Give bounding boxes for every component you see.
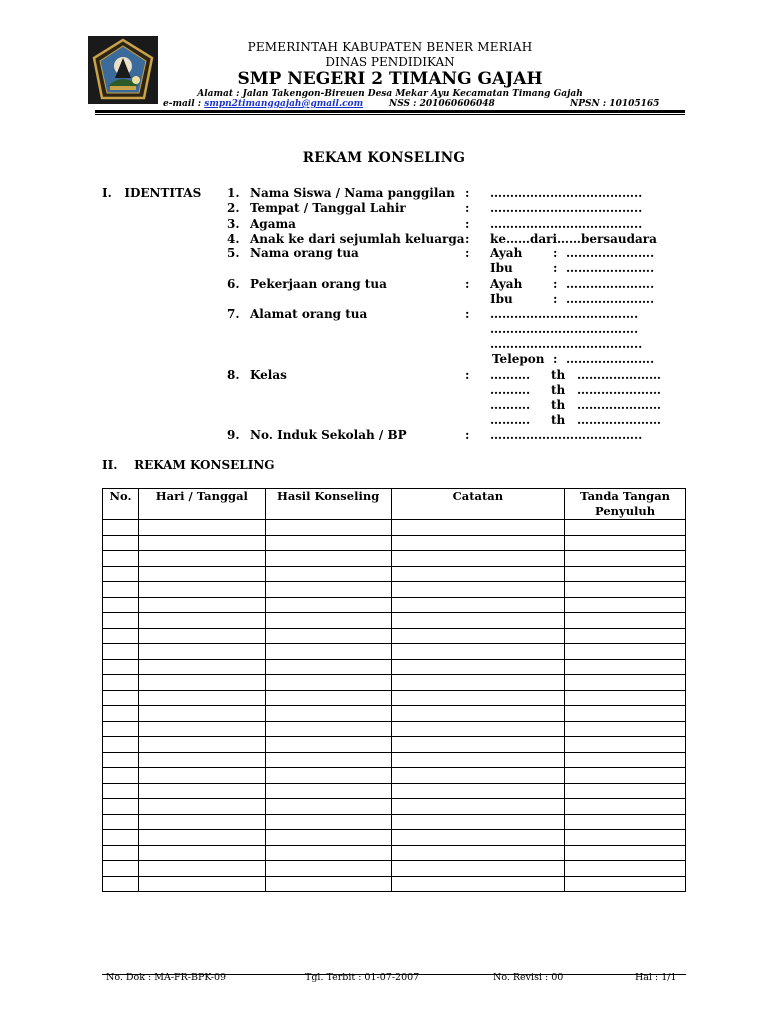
parent-colon: :	[553, 261, 558, 275]
table-cell[interactable]	[103, 597, 139, 613]
table-cell[interactable]	[391, 690, 565, 706]
table-cell[interactable]	[565, 675, 686, 691]
table-cell[interactable]	[391, 628, 565, 644]
table-cell[interactable]	[391, 845, 565, 861]
table-row	[103, 876, 686, 892]
item-number: 8.	[227, 368, 240, 382]
table-cell[interactable]	[265, 675, 391, 691]
table-cell[interactable]	[391, 644, 565, 660]
table-cell[interactable]	[138, 582, 265, 598]
school-emblem-icon	[88, 36, 158, 104]
table-row	[103, 628, 686, 644]
column-header: Hasil Konseling	[265, 489, 391, 520]
table-cell[interactable]	[565, 690, 686, 706]
table-cell[interactable]	[565, 830, 686, 846]
address-line: ……………………………….	[490, 322, 639, 336]
item-label: Nama Siswa / Nama panggilan	[250, 186, 455, 200]
counseling-record-table	[102, 488, 686, 892]
column-header: Tanda Tangan Penyuluh	[565, 489, 686, 520]
table-cell[interactable]	[138, 535, 265, 551]
table-cell[interactable]	[138, 675, 265, 691]
item-number: 1.	[227, 186, 240, 200]
item-colon: :	[465, 428, 470, 442]
table-row	[103, 551, 686, 567]
job-label: Ayah	[490, 277, 523, 291]
table-cell[interactable]	[103, 659, 139, 675]
column-header: Catatan	[391, 489, 565, 520]
header-npsn: NPSN : 10105165	[570, 99, 660, 109]
table-row	[103, 644, 686, 660]
header-government: PEMERINTAH KABUPATEN BENER MERIAH	[247, 40, 533, 54]
table-cell[interactable]	[391, 830, 565, 846]
telepon-value: ………………….	[566, 352, 655, 366]
job-value: ………………….	[566, 292, 655, 306]
table-cell[interactable]	[138, 721, 265, 737]
table-cell[interactable]	[138, 659, 265, 675]
item-number: 7.	[227, 307, 240, 321]
table-row	[103, 752, 686, 768]
table-row	[103, 721, 686, 737]
table-cell[interactable]	[265, 597, 391, 613]
table-cell[interactable]	[391, 613, 565, 629]
table-cell[interactable]	[265, 582, 391, 598]
item-colon: :	[465, 201, 470, 215]
item-value: ………………………………..	[490, 428, 643, 442]
item-value: ………………………………..	[490, 201, 643, 215]
table-cell[interactable]	[265, 814, 391, 830]
table-cell[interactable]	[391, 768, 565, 784]
table-row	[103, 799, 686, 815]
table-cell[interactable]	[391, 582, 565, 598]
table-cell[interactable]	[103, 737, 139, 753]
telepon-label: Telepon	[492, 352, 545, 366]
table-cell[interactable]	[103, 768, 139, 784]
kelas-th: th	[551, 368, 566, 382]
table-cell[interactable]	[565, 582, 686, 598]
kelas-th: th	[551, 383, 566, 397]
table-cell[interactable]	[103, 861, 139, 877]
footer-revision: No. Revisi : 00	[493, 972, 564, 983]
table-row	[103, 690, 686, 706]
table-cell[interactable]	[265, 644, 391, 660]
table-cell[interactable]	[265, 830, 391, 846]
table-cell[interactable]	[138, 613, 265, 629]
table-cell[interactable]	[391, 535, 565, 551]
table-cell[interactable]	[391, 721, 565, 737]
table-cell[interactable]	[103, 876, 139, 892]
email-label: e-mail :	[163, 99, 202, 109]
table-row	[103, 566, 686, 582]
item-colon: :	[465, 368, 470, 382]
table-cell[interactable]	[138, 520, 265, 536]
table-cell[interactable]	[103, 752, 139, 768]
table-cell[interactable]	[565, 721, 686, 737]
parent-value: ………………….	[566, 246, 655, 260]
table-cell[interactable]	[138, 752, 265, 768]
item-label: Anak ke dari sejumlah keluarga	[250, 232, 465, 246]
table-cell[interactable]	[565, 597, 686, 613]
item-value: ke……dari……bersaudara	[490, 232, 657, 246]
job-label: Ibu	[490, 292, 513, 306]
table-cell[interactable]	[391, 551, 565, 567]
table-cell[interactable]	[391, 814, 565, 830]
kelas-a: ……….	[490, 413, 531, 427]
kelas-a: ……….	[490, 398, 531, 412]
table-cell[interactable]	[265, 659, 391, 675]
table-cell[interactable]	[138, 551, 265, 567]
table-cell[interactable]	[565, 845, 686, 861]
item-colon: :	[465, 246, 470, 260]
item-label: Nama orang tua	[250, 246, 359, 260]
table-cell[interactable]	[391, 876, 565, 892]
table-cell[interactable]	[103, 799, 139, 815]
table-cell[interactable]	[138, 628, 265, 644]
table-cell[interactable]	[391, 783, 565, 799]
header-school-name: SMP NEGERI 2 TIMANG GAJAH	[237, 69, 543, 89]
table-cell[interactable]	[138, 706, 265, 722]
table-row	[103, 814, 686, 830]
table-cell[interactable]	[103, 582, 139, 598]
table-cell[interactable]	[391, 566, 565, 582]
header-rule-thick	[95, 110, 685, 113]
table-cell[interactable]	[391, 752, 565, 768]
job-colon: :	[553, 277, 558, 291]
table-cell[interactable]	[265, 535, 391, 551]
table-row	[103, 861, 686, 877]
item-label: Alamat orang tua	[250, 307, 368, 321]
table-row	[103, 783, 686, 799]
table-cell[interactable]	[265, 845, 391, 861]
table-cell[interactable]	[103, 721, 139, 737]
table-cell[interactable]	[103, 690, 139, 706]
table-cell[interactable]	[565, 535, 686, 551]
table-cell[interactable]	[103, 628, 139, 644]
item-number: 4.	[227, 232, 240, 246]
table-cell[interactable]	[103, 675, 139, 691]
table-cell[interactable]	[103, 566, 139, 582]
item-colon: :	[465, 307, 470, 321]
table-cell[interactable]	[103, 535, 139, 551]
header-nss: NSS : 201060606048	[389, 99, 495, 109]
header-email	[163, 99, 363, 109]
table-cell[interactable]	[265, 876, 391, 892]
kelas-b: …………………	[577, 398, 661, 412]
table-cell[interactable]	[138, 830, 265, 846]
table-cell[interactable]	[565, 613, 686, 629]
table-cell[interactable]	[103, 644, 139, 660]
column-header: No.	[103, 489, 139, 520]
header-address: Alamat : Jalan Takengon-Bireuen Desa Mekar Ayu Kecamatan Timang Gajah	[197, 89, 583, 99]
table-cell[interactable]	[565, 737, 686, 753]
table-cell[interactable]	[138, 861, 265, 877]
table-cell[interactable]	[391, 675, 565, 691]
table-cell[interactable]	[565, 566, 686, 582]
table-cell[interactable]	[265, 783, 391, 799]
table-row	[103, 830, 686, 846]
item-number: 5.	[227, 246, 240, 260]
job-colon: :	[553, 292, 558, 306]
table-cell[interactable]	[138, 814, 265, 830]
table-cell[interactable]	[138, 597, 265, 613]
table-row	[103, 675, 686, 691]
table-cell[interactable]	[391, 520, 565, 536]
column-header: Hari / Tanggal	[138, 489, 265, 520]
table-cell[interactable]	[265, 768, 391, 784]
section-rekam-label: II. REKAM KONSELING	[102, 458, 275, 472]
table-cell[interactable]	[265, 752, 391, 768]
table-cell[interactable]	[103, 814, 139, 830]
table-cell[interactable]	[265, 737, 391, 753]
table-cell[interactable]	[391, 706, 565, 722]
table-cell[interactable]	[265, 799, 391, 815]
table-cell[interactable]	[138, 644, 265, 660]
table-cell[interactable]	[103, 520, 139, 536]
parent-colon: :	[553, 246, 558, 260]
table-row	[103, 706, 686, 722]
table-row	[103, 520, 686, 536]
table-cell[interactable]	[265, 706, 391, 722]
item-value: ………………………………..	[490, 186, 643, 200]
item-number: 2.	[227, 201, 240, 215]
section-identitas-label: I. IDENTITAS	[102, 186, 202, 200]
table-cell[interactable]	[138, 845, 265, 861]
table-row	[103, 597, 686, 613]
table-cell[interactable]	[565, 814, 686, 830]
table-cell[interactable]	[391, 799, 565, 815]
table-cell[interactable]	[265, 721, 391, 737]
table-cell[interactable]	[103, 783, 139, 799]
table-cell[interactable]	[138, 783, 265, 799]
address-line: ……………………………….	[490, 307, 639, 321]
kelas-b: …………………	[577, 413, 661, 427]
kelas-th: th	[551, 398, 566, 412]
table-row	[103, 659, 686, 675]
table-cell[interactable]	[565, 752, 686, 768]
document-title: REKAM KONSELING	[302, 150, 466, 166]
table-cell[interactable]	[565, 799, 686, 815]
kelas-a: ……….	[490, 383, 531, 397]
table-cell[interactable]	[138, 876, 265, 892]
item-label: Pekerjaan orang tua	[250, 277, 387, 291]
header-rule-thin	[95, 114, 685, 115]
table-cell[interactable]	[265, 520, 391, 536]
table-cell[interactable]	[138, 566, 265, 582]
table-cell[interactable]	[565, 706, 686, 722]
item-colon: :	[465, 232, 470, 246]
table-cell[interactable]	[391, 597, 565, 613]
table-row	[103, 737, 686, 753]
table-cell[interactable]	[265, 551, 391, 567]
address-line: ………………………………..	[490, 337, 643, 351]
table-cell[interactable]	[103, 551, 139, 567]
item-colon: :	[465, 217, 470, 231]
footer-doc-number: No. Dok : MA-FR-BPK-09	[106, 972, 227, 983]
footer-issue-date: Tgl. Terbit : 01-07-2007	[305, 972, 420, 983]
item-label: No. Induk Sekolah / BP	[250, 428, 407, 442]
item-number: 6.	[227, 277, 240, 291]
header-department: DINAS PENDIDIKAN	[325, 55, 455, 69]
table-cell[interactable]	[103, 706, 139, 722]
table-cell[interactable]	[565, 644, 686, 660]
table-cell[interactable]	[265, 566, 391, 582]
table-cell[interactable]	[565, 768, 686, 784]
table-cell[interactable]	[565, 783, 686, 799]
item-colon: :	[465, 277, 470, 291]
table-cell[interactable]	[565, 876, 686, 892]
parent-value: ………………….	[566, 261, 655, 275]
table-cell[interactable]	[138, 690, 265, 706]
table-cell[interactable]	[391, 659, 565, 675]
table-cell[interactable]	[265, 628, 391, 644]
job-value: ………………….	[566, 277, 655, 291]
kelas-b: …………………	[577, 368, 661, 382]
parent-label: Ibu	[490, 261, 513, 275]
table-cell[interactable]	[265, 690, 391, 706]
table-header-row	[103, 489, 686, 520]
table-cell[interactable]	[391, 737, 565, 753]
footer-page: Hal : 1/1	[635, 972, 677, 983]
item-label: Kelas	[250, 368, 287, 382]
table-row	[103, 613, 686, 629]
item-number: 9.	[227, 428, 240, 442]
table-cell[interactable]	[138, 737, 265, 753]
parent-label: Ayah	[490, 246, 523, 260]
table-cell[interactable]	[565, 551, 686, 567]
table-cell[interactable]	[138, 799, 265, 815]
item-label: Tempat / Tanggal Lahir	[250, 201, 406, 215]
table-cell[interactable]	[565, 659, 686, 675]
email-link[interactable]: smpn2timanggajah@gmail.com	[204, 99, 364, 109]
table-row	[103, 582, 686, 598]
table-cell[interactable]	[103, 830, 139, 846]
table-row	[103, 845, 686, 861]
table-cell[interactable]	[265, 613, 391, 629]
kelas-a: ……….	[490, 368, 531, 382]
table-cell[interactable]	[391, 861, 565, 877]
item-label: Agama	[250, 217, 296, 231]
table-row	[103, 768, 686, 784]
table-cell[interactable]	[565, 520, 686, 536]
table-cell[interactable]	[103, 845, 139, 861]
kelas-th: th	[551, 413, 566, 427]
table-cell[interactable]	[265, 861, 391, 877]
telepon-colon: :	[553, 352, 558, 366]
item-colon: :	[465, 186, 470, 200]
item-number: 3.	[227, 217, 240, 231]
table-row	[103, 535, 686, 551]
table-cell[interactable]	[138, 768, 265, 784]
item-value: ………………………………..	[490, 217, 643, 231]
table-cell[interactable]	[565, 861, 686, 877]
kelas-b: …………………	[577, 383, 661, 397]
table-cell[interactable]	[565, 628, 686, 644]
table-cell[interactable]	[103, 613, 139, 629]
